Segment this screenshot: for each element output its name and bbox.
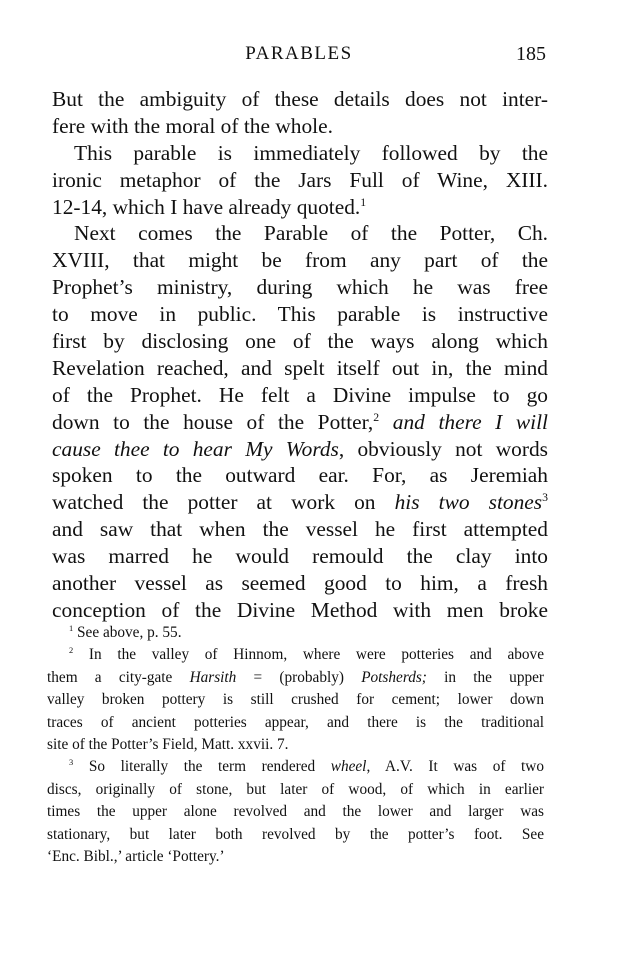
footnote-text: in the upper	[426, 668, 544, 686]
body-text	[52, 86, 548, 624]
footnote-marker: 3	[69, 758, 74, 768]
footnote-marker: 2	[69, 646, 74, 656]
text-line	[52, 194, 548, 221]
text-line: first by disclosing one of the ways along which	[52, 329, 548, 354]
footnote-italic: Potsherds;	[361, 668, 427, 686]
footnotes	[47, 622, 544, 868]
page-number: 185	[516, 43, 546, 65]
footnote-line: stationary, but later both revolved by the potter’s foot. See	[47, 825, 544, 843]
italic-quote: his two stones	[394, 490, 543, 515]
footnote-marker: 1	[69, 623, 74, 633]
italic-quote: and there I will	[392, 409, 548, 434]
footnote-line: discs, originally of stone, but later of wood, of which in earlier	[47, 780, 544, 798]
footnote-text: See above, p. 55.	[77, 624, 182, 641]
line-text: 12-14, which I have already quoted.	[52, 194, 361, 219]
text-line	[52, 489, 548, 516]
footnote-text: So literally the term rendered	[88, 758, 331, 776]
text-line: Next comes the Parable of the Potter, Ch.	[74, 221, 548, 246]
footnote-line: valley broken pottery is still crushed for cement; lower down	[47, 691, 544, 709]
text-line: fere with the moral of the whole.	[52, 113, 333, 138]
italic-quote: cause thee to hear My Words	[52, 436, 339, 461]
text-line: and saw that when the vessel he first attempted	[52, 517, 548, 542]
footnote-text: them a city-gate	[47, 668, 190, 686]
footnote-ref-2: 2	[373, 410, 380, 424]
text-line	[52, 409, 548, 436]
footnote-1	[47, 622, 544, 644]
text-line: to move in public. This parable is instructive	[52, 302, 548, 327]
footnote-line: traces of ancient potteries appear, and there is the traditional	[47, 713, 544, 731]
running-title: PARABLES	[245, 43, 353, 64]
footnote-2	[47, 644, 544, 666]
running-header	[52, 43, 546, 73]
footnote-3	[47, 756, 544, 778]
text-line: But the ambiguity of these details does not inter-	[52, 87, 548, 111]
footnote-text: , A.V. It was of two	[366, 758, 544, 776]
text-line: This parable is immediately followed by the	[74, 140, 548, 165]
line-text: watched the potter at work on	[52, 490, 395, 515]
footnote-text: = (probably)	[236, 668, 362, 686]
footnote-line: site of the Potter’s Field, Matt. xxvii. 7.	[47, 735, 289, 753]
text-line: was marred he would remould the clay into	[52, 544, 548, 569]
footnote-ref-1: 1	[360, 195, 367, 209]
footnote-ref-3: 3	[542, 491, 548, 505]
footnote-line: ‘Enc. Bibl.,’ article ‘Pottery.’	[47, 847, 225, 865]
footnote-line: times the upper alone revolved and the lower and larger was	[47, 803, 544, 821]
text-line	[52, 436, 548, 463]
text-line: ironic metaphor of the Jars Full of Wine, XIII.	[52, 167, 548, 192]
text-line: spoken to the outward ear. For, as Jeremiah	[52, 463, 548, 488]
text-line: of the Prophet. He felt a Divine impulse to go	[52, 382, 548, 407]
text-line: Prophet’s ministry, during which he was free	[52, 275, 548, 300]
footnote-italic: Harsith	[189, 668, 237, 686]
footnote-text: In the valley of Hinnom, where were potteries and above	[88, 646, 544, 664]
text-line: XVIII, that might be from any part of the	[52, 248, 548, 273]
line-text: down to the house of the Potter,	[52, 409, 374, 434]
text-line: another vessel as seemed good to him, a fresh	[52, 571, 548, 596]
line-text: , obviously not words	[338, 436, 548, 461]
text-line: conception of the Divine Method with men broke	[52, 597, 548, 622]
text-line: Revelation reached, and spelt itself out in, the mind	[52, 355, 548, 380]
footnote-italic: wheel	[330, 758, 367, 776]
footnote-line	[47, 667, 544, 689]
